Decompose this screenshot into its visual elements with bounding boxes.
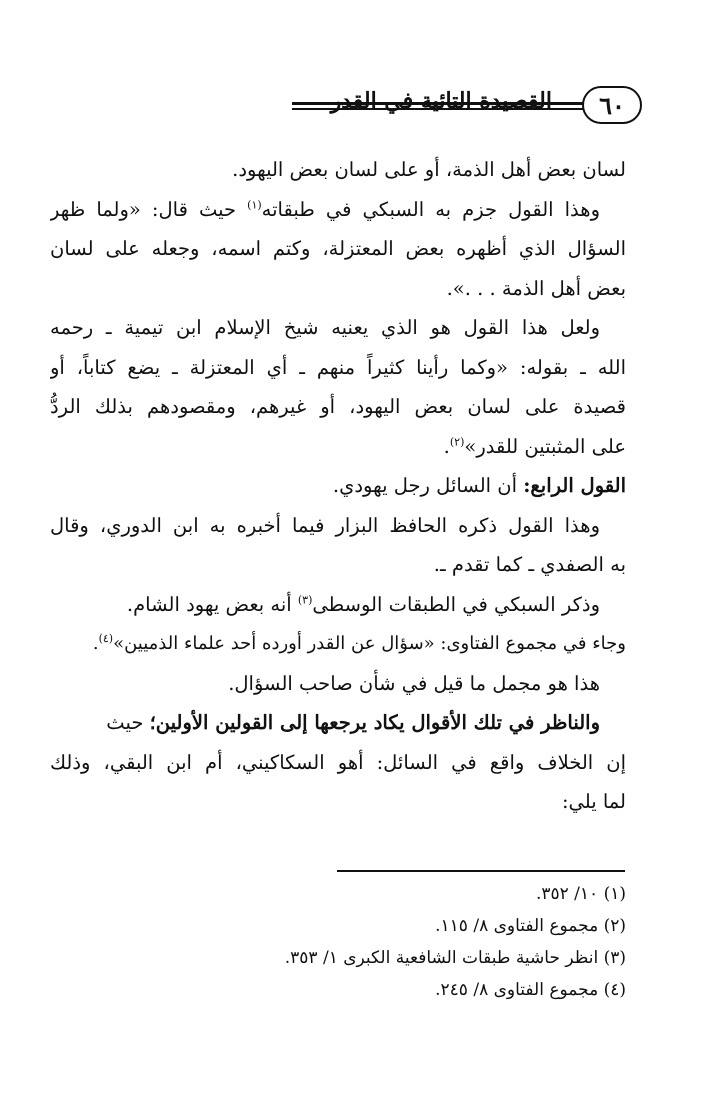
footnote-ref[interactable]: (١)	[247, 198, 262, 211]
text-line: السؤال الذي أظهره بعض المعتزلة، وكتم اسمه، وجعله على لسان	[50, 237, 626, 260]
text-line: إن الخلاف واقع في السائل: أهو السكاكيني، أم ابن البقي، وذلك	[50, 750, 626, 774]
text-line: ولعل هذا القول هو الذي يعنيه شيخ الإسلام ابن تيمية ـ رحمه	[50, 316, 600, 339]
text-line: به الصفدي ـ كما تقدم ـ.	[433, 553, 626, 576]
bold-phrase: والناظر في تلك الأقوال يكاد يرجعها إلى القولين الأولين؛	[149, 711, 600, 734]
text-line: وهذا القول جزم به السبكي في طبقاته$^{(١)}$ حيث قال: «ولما ظهر	[50, 197, 600, 221]
footnote-separator	[337, 870, 625, 872]
text-line: والناظر في تلك الأقوال يكاد يرجعها إلى القولين الأولين؛ حيث	[106, 711, 600, 734]
footnote-ref[interactable]: (٣)	[297, 593, 313, 606]
text-line: لسان بعض أهل الذمة، أو على لسان بعض اليهود.	[232, 158, 626, 181]
text-line: وذكر السبكي في الطبقات الوسطى$^{(٣)}$ أنه بعض يهود الشام.	[126, 592, 600, 616]
text-line: لما يلي:	[561, 790, 626, 813]
text-line: القول الرابع: أن السائل رجل يهودي.	[332, 474, 626, 497]
body-text	[50, 150, 626, 822]
section-heading: القول الرابع:	[523, 474, 626, 497]
footnote: (٤) مجموع الفتاوى ٨/ ٢٤٥.	[435, 980, 626, 1000]
text-line: على المثبتين للقدر»$^{(٢)}$.	[443, 434, 626, 458]
text-line: بعض أهل الذمة . . .».	[446, 276, 626, 300]
footnote: (٣) انظر حاشية طبقات الشافعية الكبرى ١/ ٣٥٣.	[284, 948, 626, 968]
footnotes	[50, 878, 626, 1006]
text-line: الله ـ بقوله: «وكما رأينا كثيراً منهم ـ أي المعتزلة ـ يضع كتاباً، أو	[50, 355, 626, 379]
running-title: القصيدة التائية في القدر	[330, 88, 552, 114]
footnote-ref[interactable]: (٢)	[449, 435, 465, 448]
footnote-ref[interactable]: (٤)	[98, 632, 114, 645]
text-line: قصيدة على لسان بعض اليهود، أو غيرهم، ومقصودهم بذلك الردُّ	[50, 395, 626, 418]
text-line: وجاء في مجموع الفتاوى: «سؤال عن القدر أورده أحد علماء الذميين»$^{(٤)}$.	[92, 632, 626, 654]
page-header	[30, 84, 642, 128]
text-line: وهذا القول ذكره الحافظ البزار فيما أخبره به ابن الدوري، وقال	[50, 513, 600, 537]
footnote: (١) ١٠/ ٣٥٢.	[535, 884, 626, 904]
page-number: ٦٠	[582, 86, 642, 124]
text-line: هذا هو مجمل ما قيل في شأن صاحب السؤال.	[228, 671, 600, 695]
footnote: (٢) مجموع الفتاوى ٨/ ١١٥.	[435, 916, 626, 936]
